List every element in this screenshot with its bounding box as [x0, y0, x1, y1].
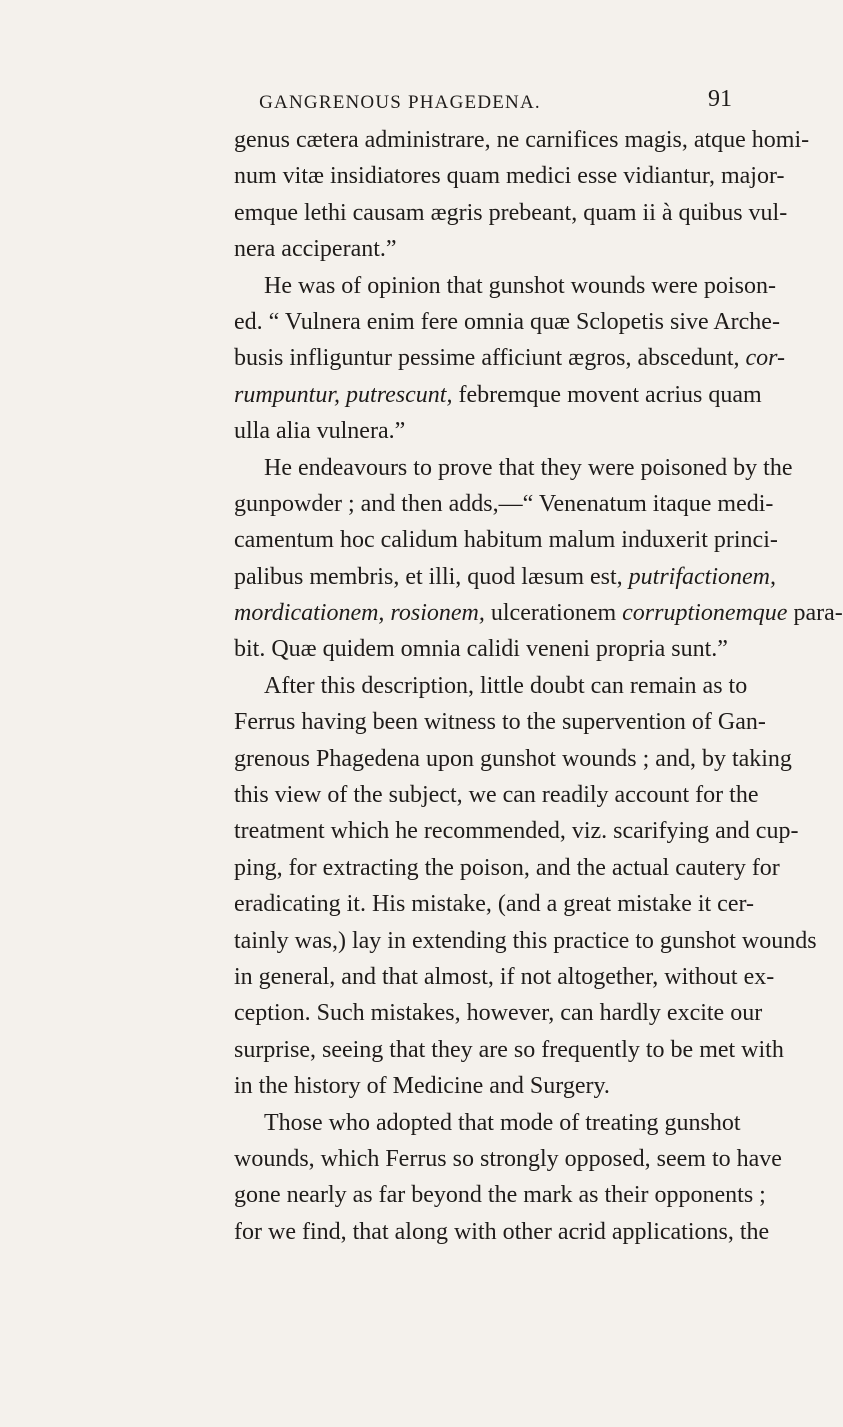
text-line: treatment which he recommended, viz. scarifying and cup-	[234, 818, 799, 845]
text-line: After this description, little doubt can remain as to	[264, 672, 748, 699]
text-line: gunpowder ; and then adds,—“ Venenatum itaque medi-	[234, 490, 774, 517]
text-line: wounds, which Ferrus so strongly opposed, seem to have	[234, 1145, 782, 1172]
text-line: num vitæ insidiatores quam medici esse vidiantur, major-	[234, 163, 785, 190]
text-line: grenous Phagedena upon gunshot wounds ; and, by taking	[234, 745, 792, 772]
text-line: bit. Quæ quidem omnia calidi veneni propria sunt.”	[234, 636, 728, 663]
text-line: busis infliguntur pessime afficiunt ægros, abscedunt, cor-	[234, 345, 786, 372]
text-line: for we find, that along with other acrid applications, the	[234, 1218, 770, 1245]
text-line: Ferrus having been witness to the supervention of Gan-	[234, 709, 766, 736]
text-line: ception. Such mistakes, however, can hardly excite our	[234, 1000, 763, 1027]
page-number: 91	[708, 86, 732, 112]
text-line: eradicating it. His mistake, (and a great mistake it cer-	[234, 891, 754, 918]
text-line: He was of opinion that gunshot wounds were poison-	[264, 272, 776, 299]
text-line: nera acciperant.”	[234, 236, 397, 263]
text-line: He endeavours to prove that they were poisoned by the	[264, 454, 793, 481]
text-line: mordicationem, rosionem, ulcerationem corruptionemque para-	[234, 600, 843, 627]
text-line: in general, and that almost, if not altogether, without ex-	[234, 963, 775, 990]
text-line: emque lethi causam ægris prebeant, quam ii à quibus vul-	[234, 199, 788, 226]
body-text	[234, 122, 843, 1250]
text-line: palibus membris, et illi, quod læsum est, putrifactionem,	[234, 563, 776, 590]
text-line: genus cætera administrare, ne carnifices magis, atque homi-	[234, 127, 810, 153]
text-line: ping, for extracting the poison, and the actual cautery for	[234, 854, 780, 881]
text-line: tainly was,) lay in extending this practice to gunshot wounds	[234, 927, 817, 954]
text-line: Those who adopted that mode of treating gunshot	[264, 1109, 741, 1136]
text-line: gone nearly as far beyond the mark as their opponents ;	[234, 1182, 766, 1209]
text-line: ulla alia vulnera.”	[234, 418, 406, 445]
text-line: rumpuntur, putrescunt, febremque movent acrius quam	[234, 381, 762, 408]
text-line: camentum hoc calidum habitum malum induxerit princi-	[234, 527, 778, 554]
text-line: in the history of Medicine and Surgery.	[234, 1073, 610, 1100]
text-line: surprise, seeing that they are so frequently to be met with	[234, 1036, 784, 1063]
text-line: this view of the subject, we can readily account for the	[234, 782, 759, 809]
text-line: ed. “ Vulnera enim fere omnia quæ Sclopetis sive Arche-	[234, 308, 780, 335]
running-head: GANGRENOUS PHAGEDENA.	[259, 92, 541, 113]
